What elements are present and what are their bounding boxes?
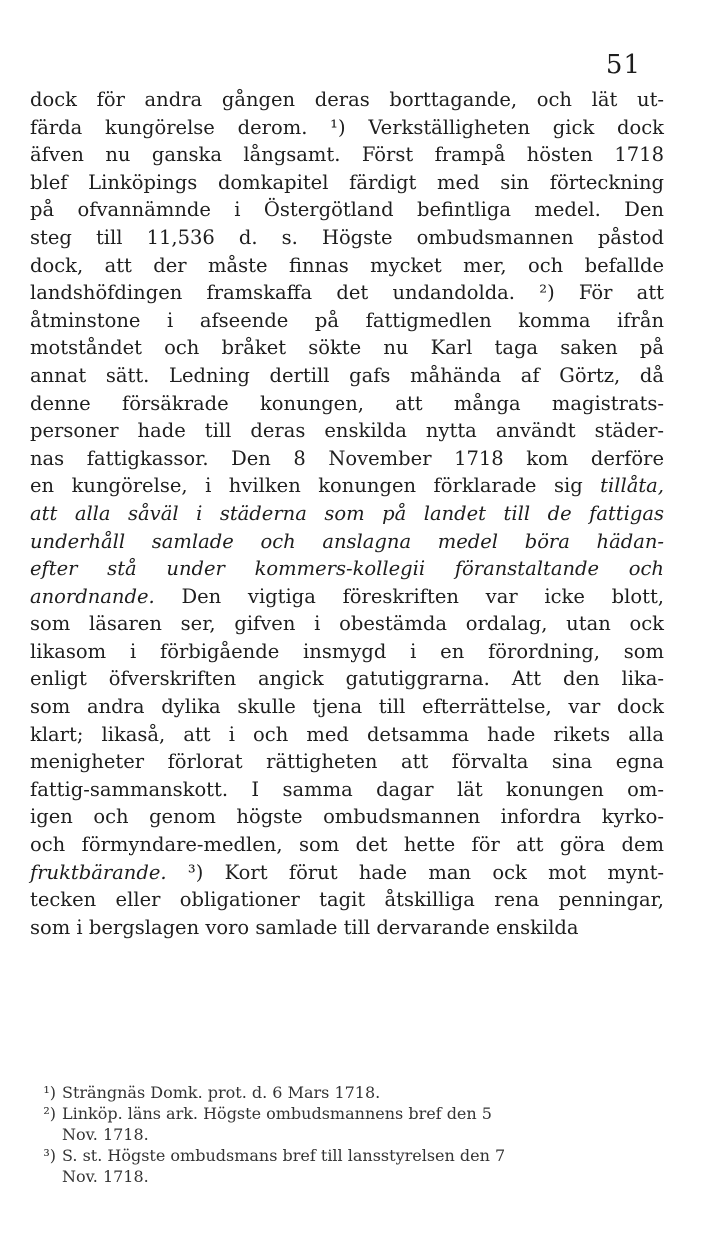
text-line <box>30 555 664 583</box>
text-segment: som läsaren ser, gifven i obestämda ordalag, utan ock <box>30 612 664 636</box>
italic-text-segment: anordnande. <box>30 584 155 608</box>
text-segment: tecken eller obligationer tagit åtskilliga rena penningar, <box>30 888 664 912</box>
text-line <box>30 583 664 611</box>
text-line <box>30 224 664 252</box>
body-text <box>30 86 664 941</box>
text-line <box>30 528 664 556</box>
text-segment: menigheter förlorat rättigheten att förvalta sina egna <box>30 750 664 774</box>
text-line <box>30 445 664 473</box>
italic-text-segment: fruktbärande. <box>30 860 167 884</box>
text-line <box>30 610 664 638</box>
text-segment: som andra dylika skulle tjena till efterrättelse, var dock <box>30 695 664 719</box>
text-segment: steg till 11,536 d. s. Högste ombudsmannen påstod <box>30 225 664 249</box>
text-segment: en kungörelse, i hvilken konungen förklarade sig <box>30 474 601 498</box>
text-line <box>30 196 664 224</box>
text-line <box>30 86 664 114</box>
text-line <box>30 776 664 804</box>
text-line <box>30 914 664 942</box>
text-segment: och förmyndare-medlen, som det hette för att göra dem <box>30 833 664 857</box>
footnote-text: S. st. Högste ombudsmans bref till lansstyrelsen den 7 <box>62 1146 506 1165</box>
text-segment: nas fattigkassor. Den 8 November 1718 kom derföre <box>30 446 664 470</box>
text-line <box>30 307 664 335</box>
text-segment: likasom i förbigående insmygd i en förordning, som <box>30 639 664 663</box>
text-line <box>30 721 664 749</box>
footnote-text-continued: Nov. 1718. <box>62 1125 149 1144</box>
text-line <box>30 638 664 666</box>
text-line <box>30 279 664 307</box>
text-segment: klart; likaså, att i och med detsamma hade rikets alla <box>30 722 664 746</box>
text-line <box>30 886 664 914</box>
footnote-marker: ¹) <box>43 1083 56 1102</box>
footnote-text: Strängnäs Domk. prot. d. 6 Mars 1718. <box>62 1083 381 1102</box>
text-segment: dock, att der måste finnas mycket mer, och befallde <box>30 253 664 277</box>
text-line <box>30 141 664 169</box>
text-line <box>30 803 664 831</box>
text-line <box>30 859 664 887</box>
text-line <box>30 831 664 859</box>
footnote-marker: ³) <box>43 1146 56 1165</box>
text-segment: ³) Kort förut hade man ock mot mynt- <box>166 860 664 884</box>
text-line <box>30 114 664 142</box>
text-segment: denne försäkrade konungen, att många magistrats- <box>30 391 664 415</box>
text-line <box>30 390 664 418</box>
text-line <box>30 334 664 362</box>
text-segment: äfven nu ganska långsamt. Först frampå hösten 1718 <box>30 143 664 167</box>
text-segment: färda kungörelse derom. ¹) Verkställigheten gick dock <box>30 115 664 139</box>
footnote <box>30 1082 664 1103</box>
text-segment: som i bergslagen voro samlade till dervarande enskilda <box>30 915 579 939</box>
text-segment: landshöfdingen framskaffa det undandolda. ²) För att <box>30 281 664 305</box>
text-line <box>30 362 664 390</box>
text-segment: dock för andra gången deras borttagande, och lät ut- <box>30 88 664 111</box>
text-line <box>30 693 664 721</box>
text-segment: annat sätt. Ledning dertill gafs måhända af Görtz, då <box>30 363 664 387</box>
text-segment: igen och genom högste ombudsmannen infordra kyrko- <box>30 805 664 829</box>
italic-text-segment: underhåll samlade och anslagna medel böra hädan- <box>30 529 664 553</box>
text-line <box>30 665 664 693</box>
text-segment: åtminstone i afseende på fattigmedlen komma ifrån <box>30 308 664 332</box>
text-segment: motståndet och bråket sökte nu Karl taga saken på <box>30 336 664 360</box>
text-line <box>30 252 664 280</box>
footnotes <box>30 1082 664 1187</box>
text-line <box>30 169 664 197</box>
text-line <box>30 500 664 528</box>
text-segment: Den vigtiga föreskriften var icke blott, <box>154 584 664 608</box>
footnote <box>30 1103 664 1145</box>
italic-text-segment: efter stå under kommers-kollegii föranstaltande och <box>30 557 664 581</box>
page-number: 51 <box>605 50 641 80</box>
footnote-text-continued: Nov. 1718. <box>62 1167 149 1186</box>
text-segment: på ofvannämnde i Östergötland befintliga medel. Den <box>30 198 664 222</box>
text-segment: enligt öfverskriften angick gatutiggrarna. Att den lika- <box>30 667 664 691</box>
text-line <box>30 748 664 776</box>
text-segment: personer hade till deras enskilda nytta användt städer- <box>30 419 664 443</box>
text-segment: fattig-sammanskott. I samma dagar lät konungen om- <box>30 777 664 801</box>
text-line <box>30 472 664 500</box>
text-segment: blef Linköpings domkapitel färdigt med sin förteckning <box>30 170 664 194</box>
text-line <box>30 417 664 445</box>
footnote-marker: ²) <box>43 1104 56 1123</box>
footnote <box>30 1145 664 1187</box>
italic-text-segment: att alla såväl i städerna som på landet till de fattigas <box>30 501 664 525</box>
italic-text-segment: tillåta, <box>600 474 664 498</box>
footnote-text: Linköp. läns ark. Högste ombudsmannens bref den 5 <box>62 1104 492 1123</box>
